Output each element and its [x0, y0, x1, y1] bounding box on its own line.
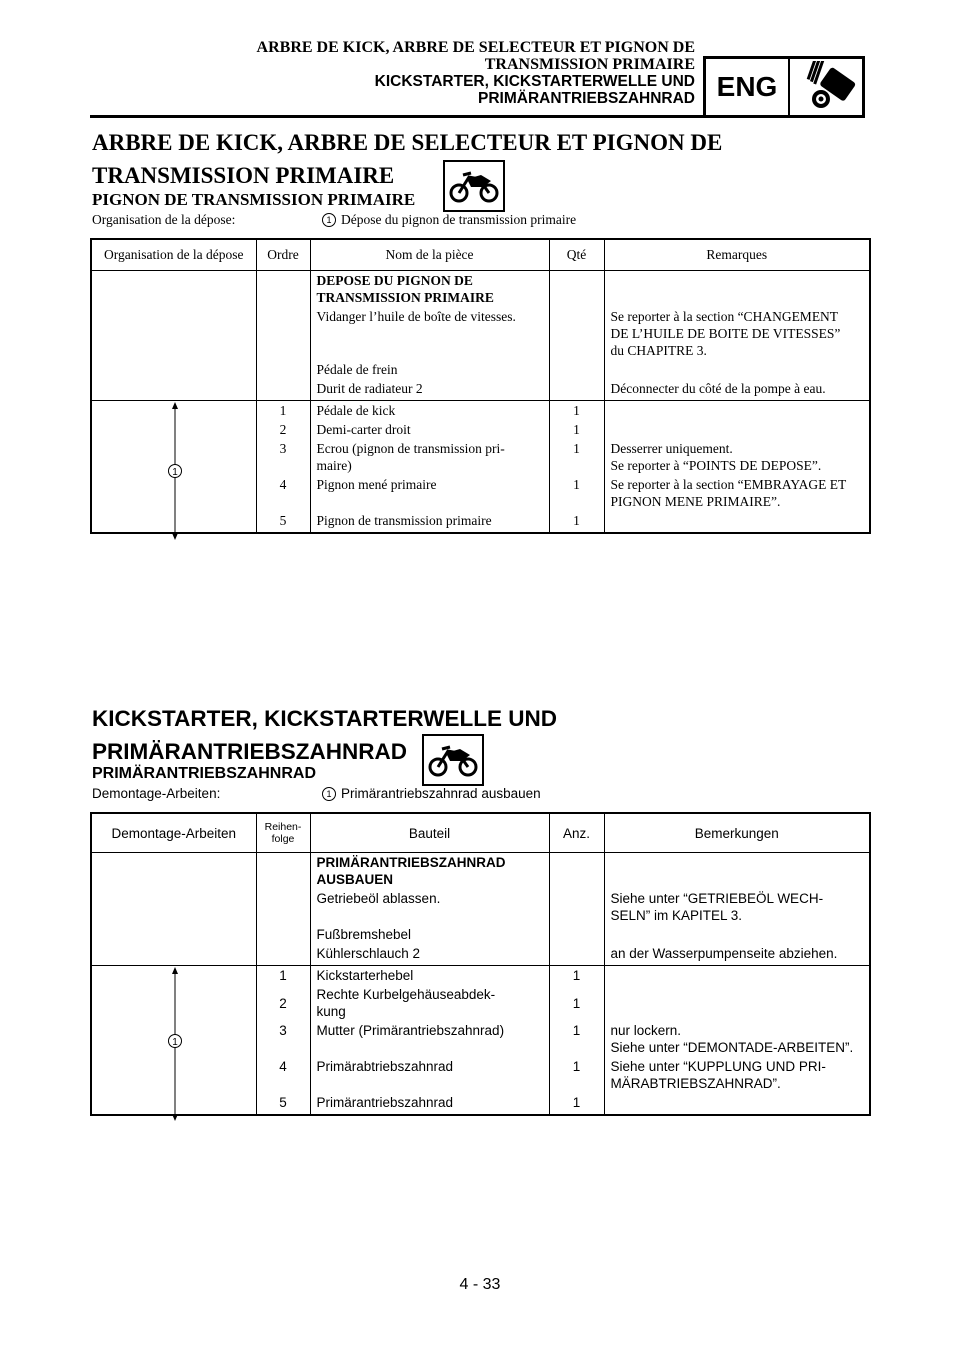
order: 2: [256, 420, 310, 439]
table-row: [91, 853, 870, 890]
eng-label: ENG: [706, 59, 790, 115]
col-header: Bauteil: [310, 813, 549, 853]
part-name: Durit de radiateur 2: [310, 379, 549, 401]
part-name-line: kung: [316, 1004, 346, 1019]
part-name: Vidanger l’huile de boîte de vitesses.: [310, 307, 549, 360]
section-title-de: [92, 702, 557, 768]
section-badge: [703, 56, 865, 118]
remark-line: PIGNON MENE PRIMAIRE”.: [610, 494, 781, 509]
part-name: Pédale de frein: [310, 360, 549, 379]
org-text-de: Primärantriebszahnrad ausbauen: [341, 786, 541, 801]
title-fr-line2: TRANSMISSION PRIMAIRE: [92, 163, 395, 188]
org-marker-de: 1: [322, 787, 336, 801]
prep-title: [310, 271, 549, 308]
remark: [604, 307, 870, 360]
order: 3: [256, 439, 310, 475]
col-header-line: folge: [271, 833, 295, 845]
table-header-row: [91, 813, 870, 853]
part-name-line: Rechte Kurbelgehäuseabdek-: [316, 987, 496, 1002]
remark-line: nur lockern.: [610, 1023, 682, 1038]
part-name: Pignon de transmission primaire: [310, 511, 549, 533]
remark-line: Se reporter à la section “EMBRAYAGE ET: [610, 477, 847, 492]
qty: 1: [549, 475, 604, 511]
qty: 1: [549, 985, 604, 1021]
remark-line: SELN” im KAPITEL 3.: [610, 908, 743, 923]
org-line-de: [92, 786, 541, 801]
page-number: 4 - 33: [459, 1276, 501, 1293]
part-name: Kühlerschlauch 2: [310, 944, 549, 966]
title-fr-line1: ARBRE DE KICK, ARBRE DE SELECTEUR ET PIGNON DE: [92, 130, 723, 155]
remark-line: Siehe unter “KUPPLUNG UND PRI-: [610, 1059, 826, 1074]
qty: 1: [549, 511, 604, 533]
part-name: Primärantriebszahnrad: [310, 1093, 549, 1115]
part-name: Pignon mené primaire: [310, 475, 549, 511]
parts-table-de: [90, 812, 871, 1116]
remark: [604, 439, 870, 475]
col-header: Nom de la pièce: [310, 239, 549, 271]
group-arrow: [91, 966, 256, 1116]
title-de-line2: PRIMÄRANTRIEBSZAHNRAD: [92, 739, 407, 764]
header-de-line1: KICKSTARTER, KICKSTARTERWELLE UND: [374, 73, 695, 90]
remark: [604, 1057, 870, 1093]
group-marker: 1: [172, 467, 178, 478]
range-arrow-icon: [92, 401, 257, 541]
engine-spring-icon: [790, 59, 862, 115]
qty: 1: [549, 1093, 604, 1115]
remark-line: DE L’HUILE DE BOITE DE VITESSES”: [610, 326, 841, 341]
org-marker-fr: 1: [322, 213, 336, 227]
header-fr-line2: TRANSMISSION PRIMAIRE: [484, 56, 695, 73]
qty: 1: [549, 401, 604, 421]
part-name: [310, 439, 549, 475]
remark-line: Desserrer uniquement.: [610, 441, 733, 456]
remark: Déconnecter du côté de la pompe à eau.: [604, 379, 870, 401]
order: 4: [256, 1057, 310, 1093]
part-name: Primärabtriebszahnrad: [310, 1057, 549, 1093]
part-name: Getriebeöl ablassen.: [310, 889, 549, 925]
header-de-line2: PRIMÄRANTRIEBSZAHNRAD: [478, 90, 695, 107]
remark-line: Se reporter à la section “CHANGEMENT: [610, 309, 839, 324]
prep-title-line: AUSBAUEN: [316, 872, 394, 887]
order: 4: [256, 475, 310, 511]
range-arrow-icon: [92, 966, 257, 1122]
order: 3: [256, 1021, 310, 1057]
order: 2: [256, 985, 310, 1021]
table-row: [91, 401, 870, 421]
org-label-de: Demontage-Arbeiten:: [92, 786, 221, 801]
remark-line: MÄRABTRIEBSZAHNRAD”.: [610, 1076, 781, 1091]
part-name: Mutter (Primärantriebszahnrad): [310, 1021, 549, 1057]
col-header-line: Reihen-: [264, 821, 302, 833]
col-header: [256, 813, 310, 853]
org-label-fr: Organisation de la dépose:: [92, 212, 236, 227]
qty: 1: [549, 439, 604, 475]
col-header: Organisation de la dépose: [91, 239, 256, 271]
prep-title: [310, 853, 549, 890]
parts-table-fr: [90, 238, 871, 534]
part-name-line: maire): [316, 458, 352, 473]
group-arrow: [91, 401, 256, 534]
org-line-fr: [92, 212, 576, 228]
order: 1: [256, 966, 310, 986]
order: 1: [256, 401, 310, 421]
remark-line: Se reporter à “POINTS DE DEPOSE”.: [610, 458, 822, 473]
col-header: Bemerkungen: [604, 813, 870, 853]
subtitle-fr: PIGNON DE TRANSMISSION PRIMAIRE: [92, 190, 416, 209]
motorcycle-icon: [422, 734, 484, 786]
qty: 1: [549, 1021, 604, 1057]
order: 5: [256, 511, 310, 533]
order: 5: [256, 1093, 310, 1115]
table-header-row: [91, 239, 870, 271]
org-text-fr: Dépose du pignon de transmission primaire: [341, 212, 577, 227]
header-fr-line1: ARBRE DE KICK, ARBRE DE SELECTEUR ET PIGNON DE: [256, 39, 695, 56]
remark: [604, 1021, 870, 1057]
part-name: Fußbremshebel: [310, 925, 549, 944]
part-name: Kickstarterhebel: [310, 966, 549, 986]
title-de-line1: KICKSTARTER, KICKSTARTERWELLE UND: [92, 706, 557, 731]
col-header: Remarques: [604, 239, 870, 271]
prep-title-line: DEPOSE DU PIGNON DE: [316, 273, 473, 288]
remark: an der Wasserpumpenseite abziehen.: [604, 944, 870, 966]
col-header: Qté: [549, 239, 604, 271]
remark: [604, 889, 870, 925]
remark-line: du CHAPITRE 3.: [610, 343, 707, 358]
col-header: Ordre: [256, 239, 310, 271]
table-row: [91, 271, 870, 308]
part-name: Pédale de kick: [310, 401, 549, 421]
col-header: Demontage-Arbeiten: [91, 813, 256, 853]
prep-title-line: TRANSMISSION PRIMAIRE: [316, 290, 494, 305]
section-title-fr: [92, 126, 722, 192]
remark-line: Siehe unter “DEMONTADE-ARBEITEN”.: [610, 1040, 854, 1055]
running-header: [257, 39, 695, 107]
remark: [604, 475, 870, 511]
group-marker: 1: [172, 1037, 178, 1048]
part-name-line: Ecrou (pignon de transmission pri-: [316, 441, 505, 456]
prep-title-line: PRIMÄRANTRIEBSZAHNRAD: [316, 855, 506, 870]
part-name: Demi-carter droit: [310, 420, 549, 439]
header-rule: [90, 115, 865, 118]
part-name: [310, 985, 549, 1021]
motorcycle-icon: [443, 160, 505, 212]
col-header: Anz.: [549, 813, 604, 853]
qty: 1: [549, 1057, 604, 1093]
table-row: [91, 966, 870, 986]
qty: 1: [549, 966, 604, 986]
remark-line: Siehe unter “GETRIEBEÖL WECH-: [610, 891, 824, 906]
subtitle-de: PRIMÄRANTRIEBSZAHNRAD: [92, 765, 316, 782]
qty: 1: [549, 420, 604, 439]
